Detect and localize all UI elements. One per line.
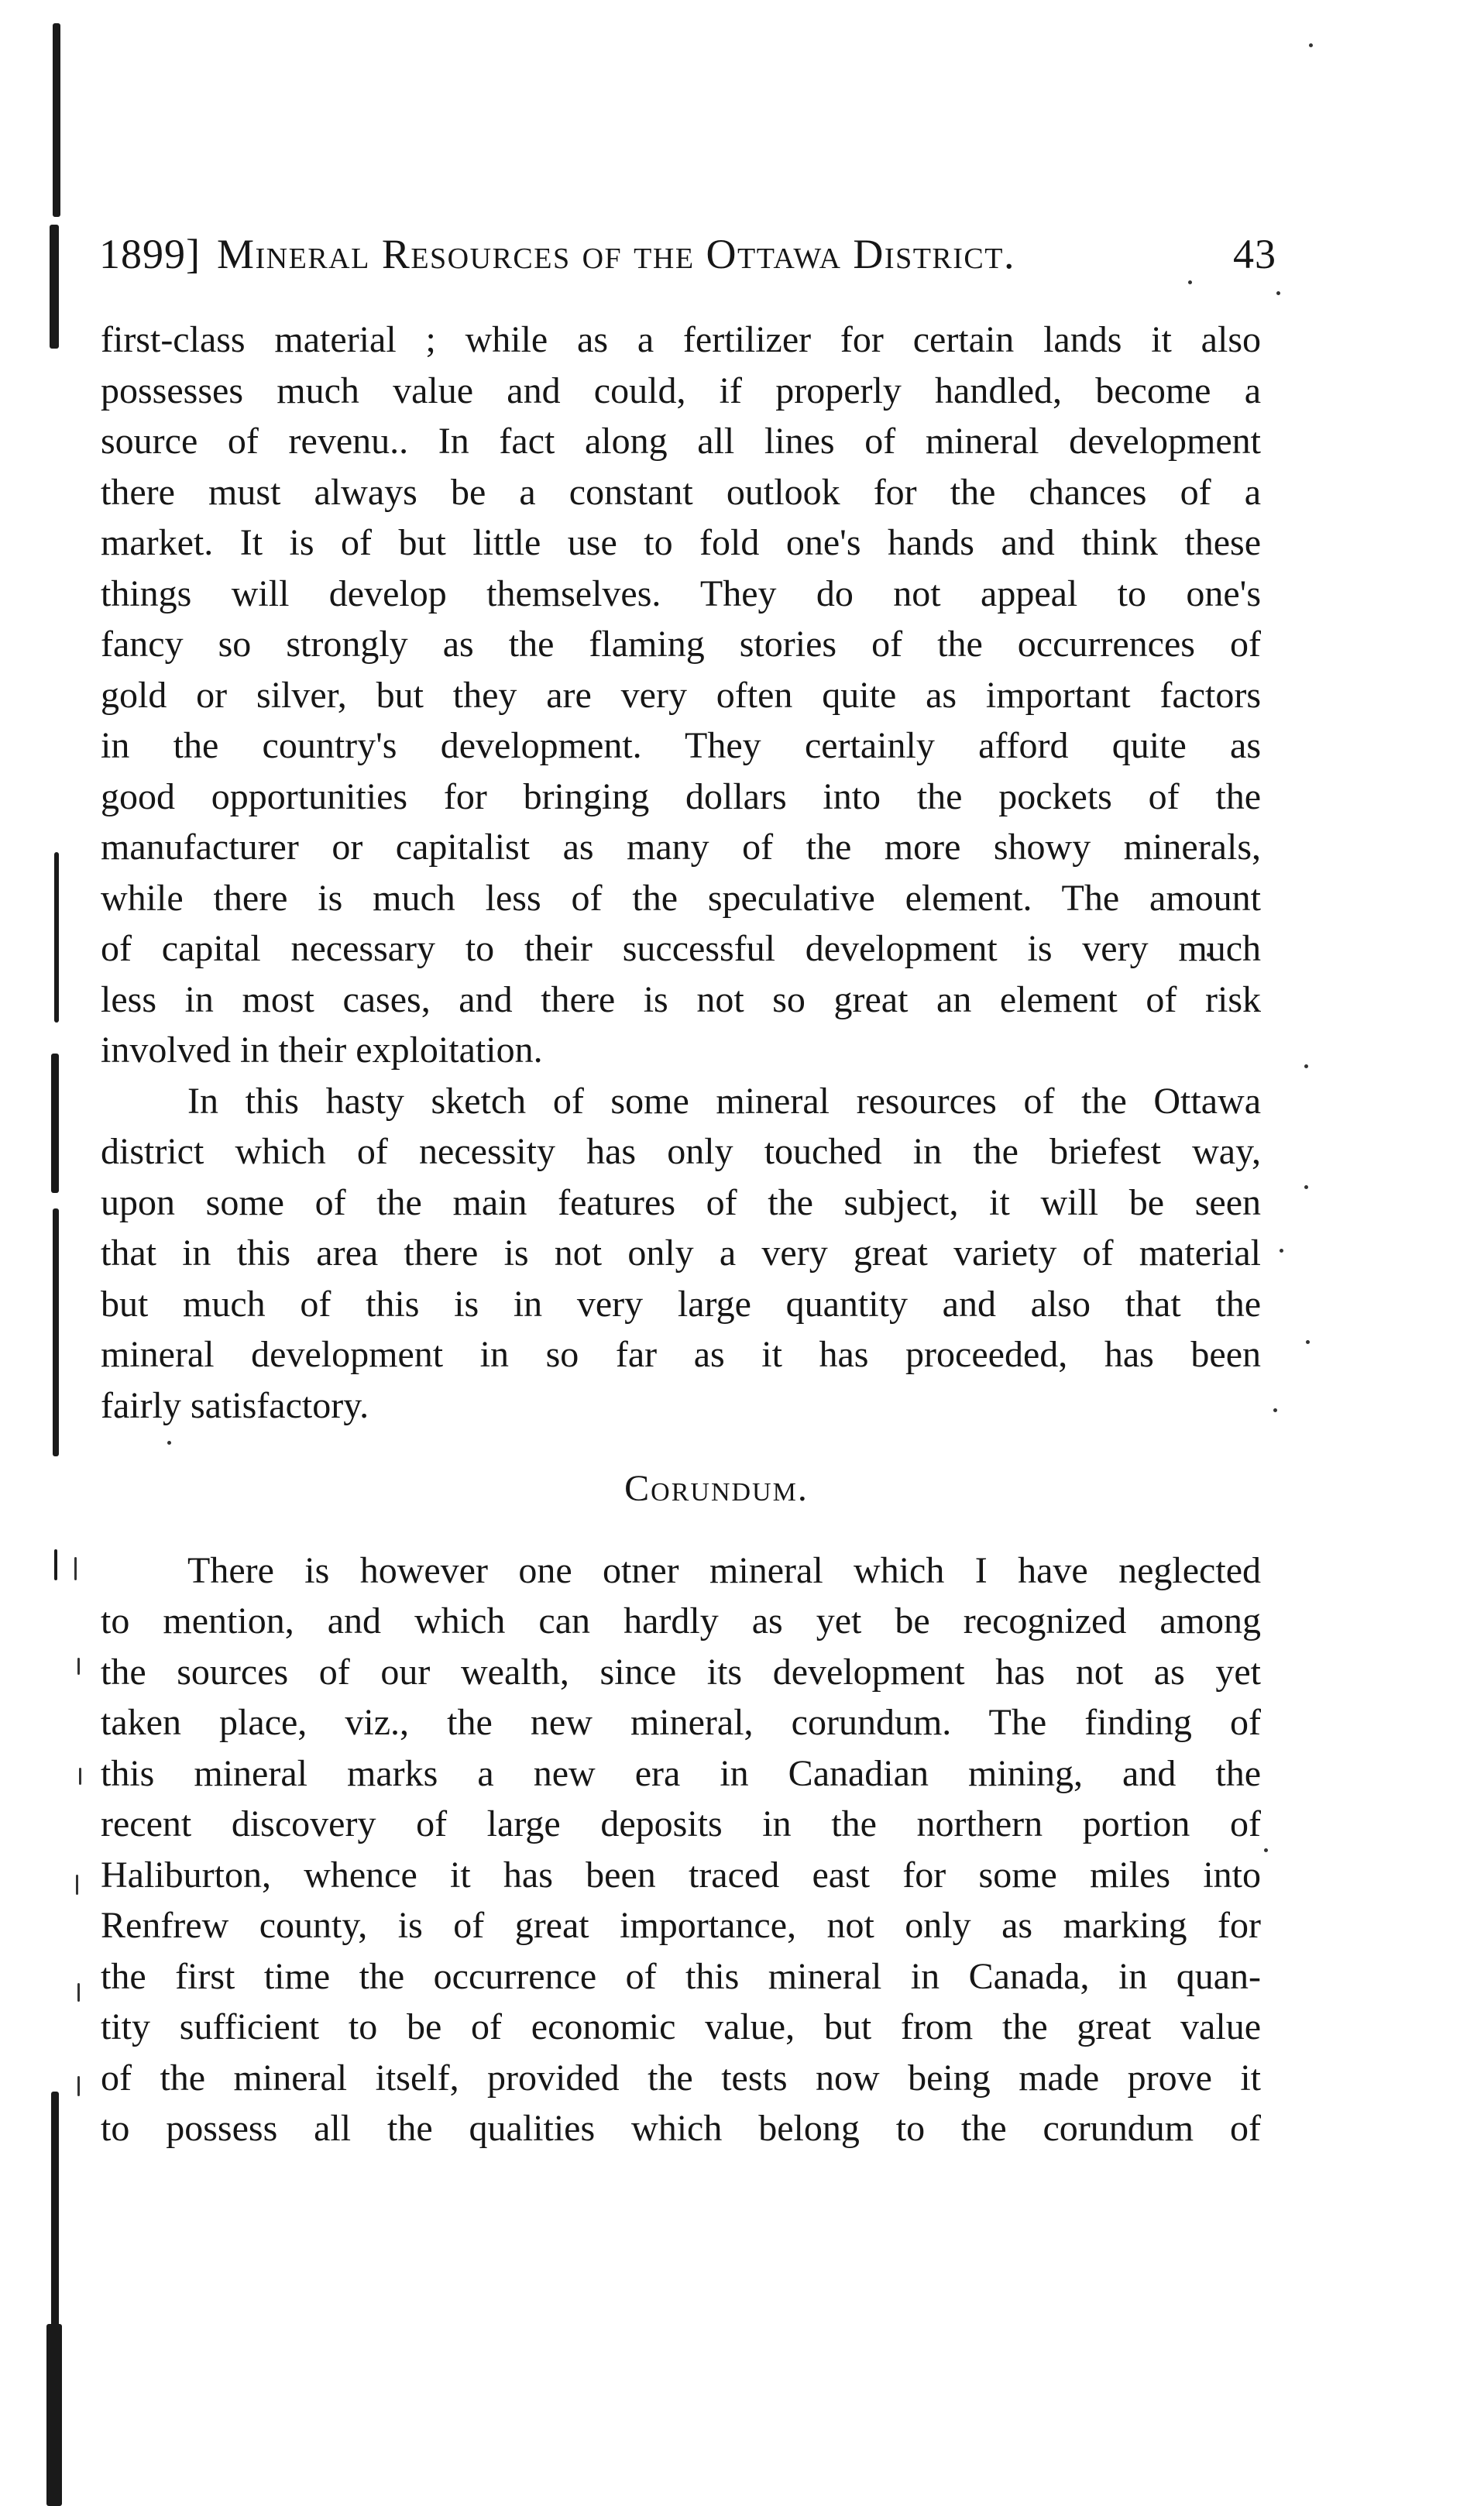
margin-tick bbox=[77, 2076, 80, 2096]
text-line: of capital necessary to their successful development is very much bbox=[101, 928, 1261, 969]
binding-edge-shadow bbox=[46, 0, 67, 2506]
text-line: source of revenu.. In fact along all lines of mineral development bbox=[101, 421, 1261, 462]
text-line: upon some of the main features of the subject, it will be seen bbox=[101, 1181, 1261, 1223]
scan-speck bbox=[1306, 1340, 1310, 1344]
margin-tick bbox=[77, 1983, 80, 2002]
paragraph-3 bbox=[101, 1545, 1261, 2154]
text-line: but much of this is in very large quantity and also that the bbox=[101, 1283, 1261, 1325]
text-line: manufacturer or capitalist as many of the more showy minerals, bbox=[101, 827, 1261, 868]
body-text bbox=[101, 315, 1261, 2154]
text-line: There is however one otner mineral which I have neglected bbox=[187, 1549, 1261, 1591]
text-line: good opportunities for bringing dollars into the pockets of the bbox=[101, 775, 1261, 817]
text-line: fancy so strongly as the flaming stories of the occurrences of bbox=[101, 624, 1261, 665]
text-line: taken place, viz., the new mineral, corundum. The finding of bbox=[101, 1702, 1261, 1743]
text-line: Haliburton, whence it has been traced east for some miles into bbox=[101, 1854, 1261, 1896]
margin-tick bbox=[76, 1875, 78, 1895]
text-line: tity sufficient to be of economic value, but from the great value bbox=[101, 2006, 1261, 2047]
scan-speck bbox=[1304, 1064, 1308, 1068]
text-line: the first time the occurrence of this mineral in Canada, in quan- bbox=[101, 1955, 1261, 1997]
text-line: fairly satisfactory. bbox=[101, 1384, 369, 1426]
text-line: that in this area there is not only a very great variety of material bbox=[101, 1232, 1261, 1274]
margin-tick bbox=[74, 1557, 77, 1580]
text-line: the sources of our wealth, since its development has not as yet bbox=[101, 1651, 1261, 1693]
running-head-year: 1899] bbox=[99, 231, 201, 277]
scan-speck bbox=[1276, 291, 1280, 295]
margin-tick bbox=[77, 1658, 80, 1675]
scan-speck bbox=[1309, 43, 1313, 47]
section-heading: Corundum. bbox=[624, 1468, 809, 1509]
text-line: less in most cases, and there is not so great an element of risk bbox=[101, 978, 1261, 1020]
margin-tick bbox=[79, 1768, 81, 1785]
scan-speck bbox=[1273, 1408, 1277, 1412]
text-line: market. It is of but little use to fold one's hands and think these bbox=[101, 522, 1261, 563]
running-head bbox=[99, 223, 1276, 285]
text-line: Renfrew county, is of great importance, not only as marking for bbox=[101, 1905, 1261, 1946]
text-line: mineral development in so far as it has proceeded, has been bbox=[101, 1334, 1261, 1375]
paragraph-2 bbox=[101, 1076, 1261, 1432]
text-line: of the mineral itself, provided the tests now being made prove it bbox=[101, 2057, 1261, 2099]
text-line: involved in their exploitation. bbox=[101, 1030, 543, 1071]
text-line: recent discovery of large deposits in the northern portion of bbox=[101, 1803, 1261, 1844]
text-line: while there is much less of the speculative element. The amount bbox=[101, 877, 1261, 919]
text-line: to mention, and which can hardly as yet be recognized among bbox=[101, 1600, 1261, 1641]
text-line: there must always be a constant outlook for the chances of a bbox=[101, 471, 1261, 513]
text-line: first-class material ; while as a fertilizer for certain lands it also bbox=[101, 319, 1261, 360]
text-line: in the country's development. They certainly afford quite as bbox=[101, 725, 1261, 766]
text-line: In this hasty sketch of some mineral resources of the Ottawa bbox=[187, 1080, 1261, 1122]
text-line: to possess all the qualities which belong to the corundum of bbox=[101, 2108, 1261, 2149]
text-line: gold or silver, but they are very often quite as important factors bbox=[101, 674, 1261, 716]
text-line: possesses much value and could, if properly handled, become a bbox=[101, 370, 1261, 411]
scan-speck bbox=[1304, 1185, 1308, 1189]
page-number: 43 bbox=[1233, 231, 1276, 277]
text-line: this mineral marks a new era in Canadian mining, and the bbox=[101, 1752, 1261, 1794]
text-line: things will develop themselves. They do not appeal to one's bbox=[101, 572, 1261, 614]
text-line: district which of necessity has only touched in the briefest way, bbox=[101, 1131, 1261, 1172]
paragraph-1 bbox=[101, 315, 1261, 1076]
scan-speck bbox=[1280, 1249, 1283, 1253]
running-head-title: Mineral Resources of the Ottawa District. bbox=[217, 231, 1015, 277]
scan-speck bbox=[1264, 1848, 1268, 1852]
